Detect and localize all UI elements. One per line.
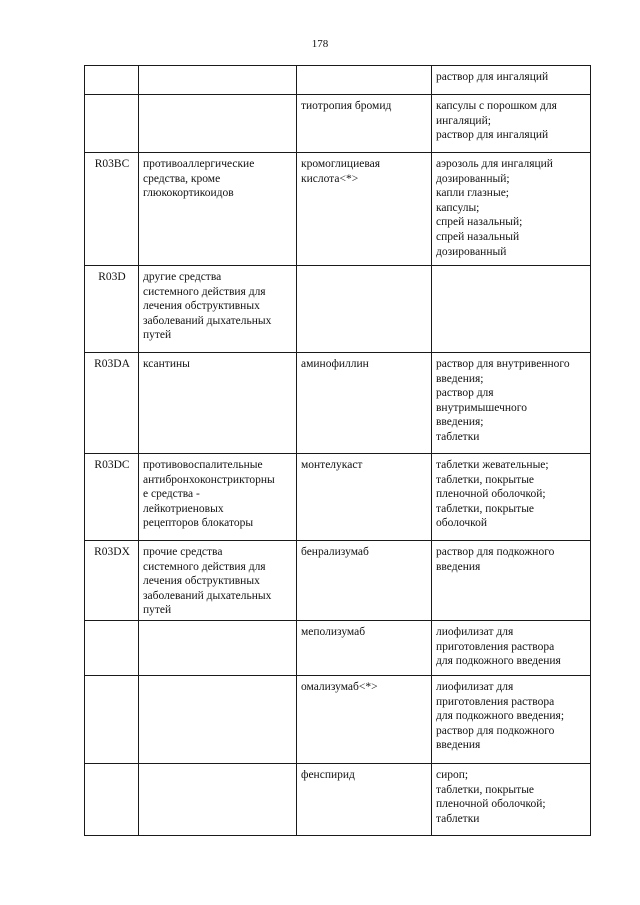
table-row bbox=[85, 764, 591, 836]
cell-text-line: раствор для bbox=[436, 387, 494, 400]
substance-cell bbox=[297, 676, 432, 764]
substance-cell bbox=[297, 353, 432, 454]
cell-text-line: лиофилизат для bbox=[436, 626, 514, 638]
cell-text-line: таблетки, покрытые bbox=[436, 502, 535, 515]
cell-text-line: монтелукаст bbox=[301, 459, 363, 471]
cell-text-line: аэрозоль для ингаляций bbox=[436, 158, 553, 170]
atc-code-cell: R03DX bbox=[85, 541, 139, 621]
atc-code-cell bbox=[85, 95, 139, 153]
substance-cell bbox=[297, 66, 432, 95]
cell-text-line: дозированный; bbox=[436, 172, 510, 185]
cell-text-line: раствор для подкожного bbox=[436, 724, 555, 737]
atc-code-cell bbox=[85, 621, 139, 676]
cell-text-line: системного действия для bbox=[143, 285, 266, 298]
group-name-cell bbox=[139, 266, 297, 353]
cell-text-line: бенрализумаб bbox=[301, 546, 369, 558]
table-row bbox=[85, 676, 591, 764]
cell-text-line: противоаллергические bbox=[143, 158, 255, 170]
cell-text-line: введения bbox=[436, 739, 481, 752]
cell-text-line: лейкотриеновых bbox=[143, 502, 224, 515]
table-row bbox=[85, 454, 591, 541]
group-name-cell bbox=[139, 621, 297, 676]
cell-text-line: приготовления раствора bbox=[436, 640, 555, 653]
table-row bbox=[85, 153, 591, 266]
substance-cell bbox=[297, 266, 432, 353]
cell-text-line: кромоглициевая bbox=[301, 158, 381, 170]
cell-text-line: таблетки, покрытые bbox=[436, 783, 535, 796]
cell-text-line: лиофилизат для bbox=[436, 681, 514, 693]
group-name-cell bbox=[139, 764, 297, 836]
atc-code-cell: R03BC bbox=[85, 153, 139, 266]
group-name-cell bbox=[139, 353, 297, 454]
substance-cell bbox=[297, 454, 432, 541]
cell-text-line: капли глазные; bbox=[436, 187, 509, 200]
dosage-forms-cell bbox=[432, 676, 591, 764]
cell-text-line: для подкожного введения; bbox=[436, 710, 565, 723]
cell-text-line: введения bbox=[436, 560, 481, 573]
page-number: 178 bbox=[311, 38, 329, 50]
substance-cell bbox=[297, 153, 432, 266]
cell-text-line: антибронхоконстрикторны bbox=[143, 473, 275, 486]
cell-text-line: тиотропия бромид bbox=[301, 100, 392, 112]
atc-code-cell bbox=[85, 66, 139, 95]
group-name-cell bbox=[139, 66, 297, 95]
cell-text-line: сироп; bbox=[436, 769, 469, 781]
substance-cell bbox=[297, 764, 432, 836]
dosage-forms-cell bbox=[432, 764, 591, 836]
substance-cell bbox=[297, 541, 432, 621]
cell-text-line: глюкокортикоидов bbox=[143, 187, 234, 200]
cell-text-line: пленочной оболочкой; bbox=[436, 488, 546, 501]
cell-text-line: таблетки bbox=[436, 812, 480, 825]
cell-text-line: заболеваний дыхательных bbox=[143, 589, 272, 602]
cell-text-line: путей bbox=[143, 329, 172, 342]
dosage-forms-cell bbox=[432, 621, 591, 676]
cell-text-line: для подкожного введения bbox=[436, 655, 561, 668]
cell-text-line: приготовления раствора bbox=[436, 695, 555, 708]
cell-text-line: лечения обструктивных bbox=[143, 575, 260, 588]
cell-text-line: спрей назальный; bbox=[436, 216, 523, 229]
drug-classification-table bbox=[84, 65, 591, 836]
group-name-cell bbox=[139, 676, 297, 764]
atc-code-cell: R03DC bbox=[85, 454, 139, 541]
cell-text-line: капсулы; bbox=[436, 201, 480, 214]
table-row bbox=[85, 66, 591, 95]
dosage-forms-cell bbox=[432, 95, 591, 153]
cell-text-line: раствор для ингаляций bbox=[436, 71, 549, 83]
dosage-forms-cell bbox=[432, 353, 591, 454]
table-row bbox=[85, 541, 591, 621]
group-name-cell bbox=[139, 454, 297, 541]
cell-text-line: оболочкой bbox=[436, 517, 488, 530]
cell-text-line: раствор для ингаляций bbox=[436, 129, 549, 142]
cell-text-line: кислота<*> bbox=[301, 172, 359, 185]
cell-text-line: введения; bbox=[436, 372, 484, 385]
cell-text-line: системного действия для bbox=[143, 560, 266, 573]
cell-text-line: таблетки, покрытые bbox=[436, 473, 535, 486]
cell-text-line: капсулы с порошком для bbox=[436, 100, 557, 112]
table-row bbox=[85, 266, 591, 353]
cell-text-line: ксантины bbox=[143, 358, 190, 370]
atc-code-cell bbox=[85, 676, 139, 764]
group-name-cell bbox=[139, 541, 297, 621]
cell-text-line: другие средства bbox=[143, 271, 222, 283]
cell-text-line: внутримышечного bbox=[436, 401, 527, 414]
cell-text-line: заболеваний дыхательных bbox=[143, 314, 272, 327]
cell-text-line: ингаляций; bbox=[436, 114, 491, 127]
cell-text-line: дозированный bbox=[436, 245, 507, 258]
cell-text-line: введения; bbox=[436, 416, 484, 429]
cell-text-line: фенспирид bbox=[301, 769, 355, 781]
cell-text-line: таблетки bbox=[436, 430, 480, 443]
group-name-cell bbox=[139, 153, 297, 266]
cell-text-line: прочие средства bbox=[143, 546, 223, 558]
cell-text-line: е средства - bbox=[143, 488, 200, 501]
atc-code-cell: R03DA bbox=[85, 353, 139, 454]
cell-text-line: аминофиллин bbox=[301, 358, 369, 370]
cell-text-line: раствор для подкожного bbox=[436, 546, 555, 558]
table-body bbox=[85, 66, 591, 836]
cell-text-line: лечения обструктивных bbox=[143, 300, 260, 313]
substance-cell bbox=[297, 95, 432, 153]
atc-code-cell bbox=[85, 764, 139, 836]
atc-code-cell: R03D bbox=[85, 266, 139, 353]
cell-text-line: спрей назальный bbox=[436, 230, 520, 243]
substance-cell bbox=[297, 621, 432, 676]
group-name-cell bbox=[139, 95, 297, 153]
table-row bbox=[85, 621, 591, 676]
table-row bbox=[85, 95, 591, 153]
cell-text-line: средства, кроме bbox=[143, 172, 221, 185]
dosage-forms-cell bbox=[432, 66, 591, 95]
cell-text-line: путей bbox=[143, 604, 172, 617]
cell-text-line: противовоспалительные bbox=[143, 459, 263, 471]
cell-text-line: раствор для внутривенного bbox=[436, 358, 570, 370]
dosage-forms-cell bbox=[432, 541, 591, 621]
table-row bbox=[85, 353, 591, 454]
dosage-forms-cell bbox=[432, 454, 591, 541]
cell-text-line: меполизумаб bbox=[301, 626, 366, 638]
cell-text-line: пленочной оболочкой; bbox=[436, 798, 546, 811]
cell-text-line: рецепторов блокаторы bbox=[143, 517, 254, 530]
cell-text-line: таблетки жевательные; bbox=[436, 459, 549, 471]
dosage-forms-cell bbox=[432, 266, 591, 353]
cell-text-line: омализумаб<*> bbox=[301, 681, 378, 693]
dosage-forms-cell bbox=[432, 153, 591, 266]
